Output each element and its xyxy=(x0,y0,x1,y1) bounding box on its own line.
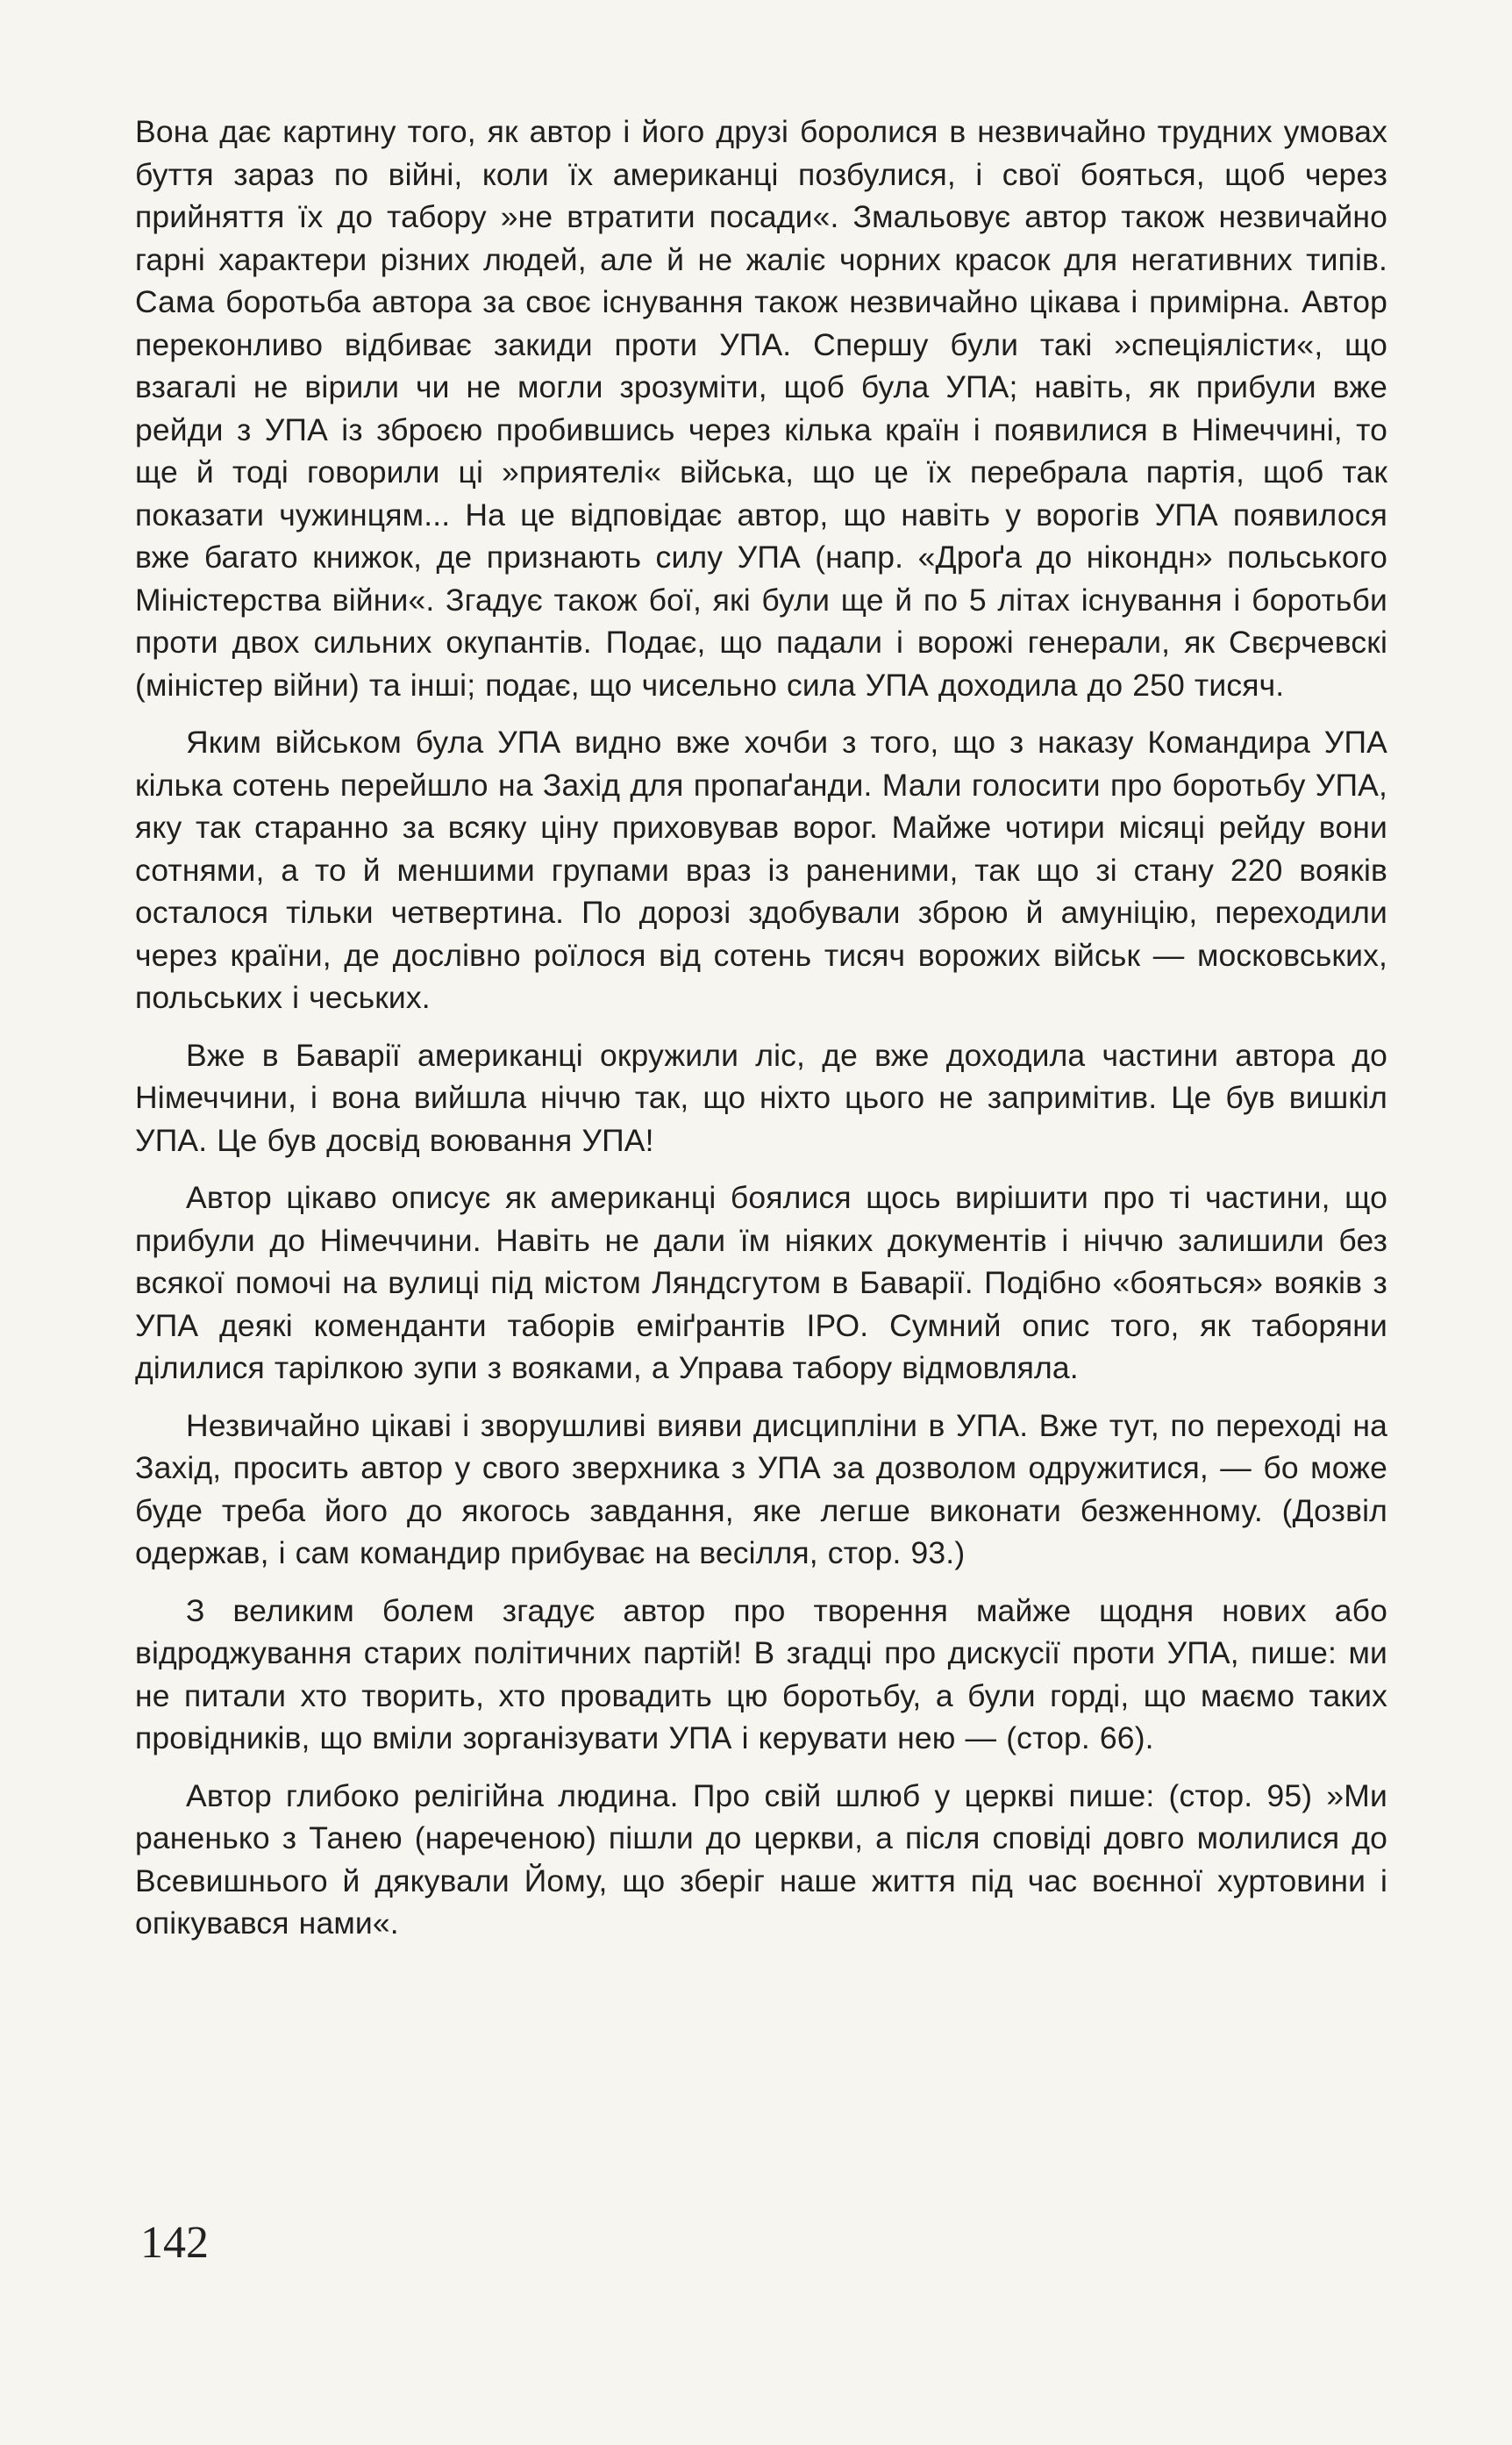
paragraph-4: Автор цікаво описує як американці боялися щось вирішити про ті частини, що прибули до Німеччини. Навіть не дали їм ніяких документів і ніччю залишили без всякої помочі на вулиці під містом Ляндсгутом в Баварії. Подібно «бояться» вояків з УПА деякі коменданти таборів еміґрантів ІРО. Сумний опис того, як таборяни ділилися тарілкою зупи з вояками, а Управа табору відмовляла. xyxy=(135,1180,1387,1385)
paragraph-5: Незвичайно цікаві і зворушливі вияви дисципліни в УПА. Вже тут, по переході на Захід, просить автор у свого зверхника з УПА за дозволом одружитися, — бо може буде треба його до якогось завдання, яке легше виконати безженному. (Дозвіл одержав, і сам командир прибуває на весілля, стор. 93.) xyxy=(135,1407,1387,1570)
body-text xyxy=(135,111,1387,1945)
paragraph-6: З великим болем згадує автор про творення майже щодня нових або відроджування старих політичних партій! В згадці про дискусії проти УПА, пише: ми не питали хто творить, хто провадить цю боротьбу, а були горді, що маємо таких провідників, що вміли зорганізувати УПА і керувати нею — (стор. 66). xyxy=(135,1592,1387,1755)
paragraph-7: Автор глибоко релігійна людина. Про свій шлюб у церкві пише: (стор. 95) »Ми раненько з Танею (нареченою) пішли до церкви, а після сповіді довго молилися до Всевишнього й дякували Йому, що зберіг наше життя під час воєнної хуртовини і опікувався нами«. xyxy=(135,1777,1387,1941)
page-number: 142 xyxy=(140,2218,209,2268)
paragraph-2: Яким військом була УПА видно вже хочби з того, що з наказу Командира УПА кілька сотень перейшло на Захід для пропаґанди. Мали голосити про боротьбу УПА, яку так старанно за всяку ціну приховував ворог. Майже чотири місяці рейду вони сотнями, а то й меншими групами враз із раненими, так що зі стану 220 вояків осталося тільки четвертина. По дорозі здобували зброю й амуніцію, переходили через країни, де дослівно роїлося від сотень тисяч ворожих військ — московських, польських і чеських. xyxy=(135,725,1387,1015)
paragraph-3: Вже в Баварії американці окружили ліс, де вже доходила частини автора до Німеччини, і вона вийшла ніччю так, що ніхто цього не запримітив. Це був вишкіл УПА. Це був досвід воювання УПА! xyxy=(135,1037,1387,1158)
paragraph-1: Вона дає картину того, як автор і його друзі боролися в незвичайно трудних умовах буття зараз по війні, коли їх американці позбулися, і свої бояться, щоб через прийняття їх до табору »не втратити посади«. Змальовує автор також незвичайно гарні характери різних людей, але й не жаліє чорних красок для негативних типів. Сама боротьба автора за своє існування також незвичайно цікава і примірна. Автор переконливо відбиває закиди проти УПА. Спершу були такі »спеціялісти«, що взагалі не вірили чи не могли зрозуміти, щоб була УПА; навіть, як прибули вже рейди з УПА із зброєю пробившись через кілька країн і появилися в Німеччині, то ще й тоді говорили ці »приятелі« війська, що це їх перебрала партія, щоб так показати чужинцям... На це відповідає автор, що навіть у ворогів УПА появилося вже багато книжок, де признають силу УПА (напр. «Дроґа до нікондн» польського Міністерства війни«. Згадує також бої, які були ще й по 5 літах існування і боротьби проти двох сильних окупантів. Подає, що падали і ворожі генерали, як Свєрчевскі (міністер війни) та інші; подає, що чисельно сила УПА доходила до 250 тисяч. xyxy=(135,114,1387,703)
